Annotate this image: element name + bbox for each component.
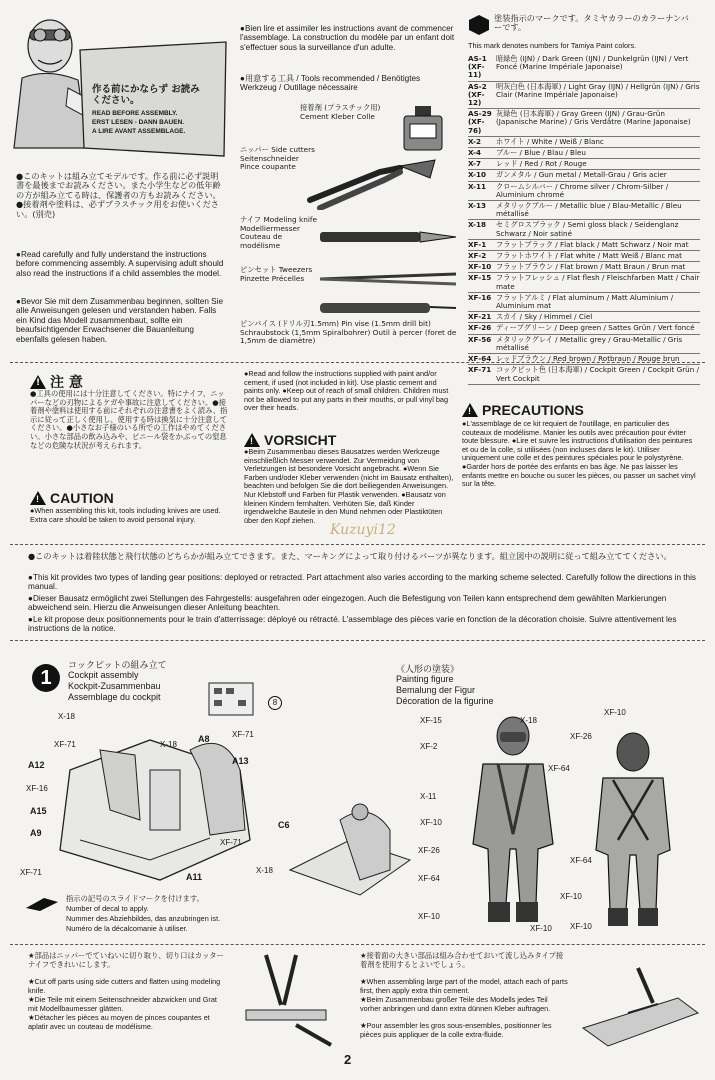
paint-code: X-7 <box>468 159 481 169</box>
part-label: A8 <box>198 734 210 744</box>
caution-en-text: ●When assembling this kit, tools including knives are used. Extra care should be taken to avoid personal injury. <box>30 506 221 524</box>
landing-note-jp: ●このキットは着陸状態と飛行状態のどちらかが組み立てできます。また、マーキングによって取り付けるパーツが異なります。組立図中の説明に従って組み立ててください。 <box>28 551 672 561</box>
tip-left-fr: ★Détacher les pièces au moyen de pinces coupantes et aplatir avec un couteau de modélisme. <box>28 1013 210 1031</box>
paint-name: セミグロスブラック / Semi gloss black / Seidenglanz Schwarz / Noir satiné <box>496 220 679 238</box>
paint-name: 灰緑色 (日本海軍) / Gray Green (IJN) / Grau-Grün (Japanische Marine) / Gris Verdâtre (Marine Japonaise) <box>496 109 691 127</box>
paint-code: XF-26 <box>468 323 492 333</box>
paint-code: X-13 <box>468 201 486 211</box>
step1-title-fr: Assemblage du cockpit <box>68 692 161 702</box>
paint-name: ブルー / Blue / Blau / Bleu <box>496 148 586 158</box>
paint-label: XF-26 <box>570 732 592 741</box>
paint-name: スカイ / Sky / Himmel / Ciel <box>496 312 593 322</box>
part-label: A11 <box>186 872 203 882</box>
paint-chart <box>468 54 700 385</box>
painting-figure-de: Bemalung der Figur <box>396 685 476 695</box>
intro-en-text: ●Read carefully and fully understand the instructions before commencing assembly. A supervising adult should also read the instructions if a child assembles the model. <box>16 250 224 278</box>
paint-code: AS-29 (XF-76) <box>468 109 492 135</box>
warning-icon <box>30 491 46 505</box>
paint-row <box>468 182 700 201</box>
tool-nippers-label: ニッパー Side cutters Seitenschneider Pince coupante <box>240 145 315 172</box>
decal-note-fr: Numéro de la décalcomanie à utiliser. <box>66 924 188 933</box>
caution-fr-text: ●L'assemblage de ce kit requiert de l'outillage, en particulier des couteaux de modélisme. Manier les outils avec précaution pour éviter toute blessure. ●Lire et suivre les instructions d'utilisation des peintures et ou de la colle, si utilisées (non incluses dans le kit). Utiliser uniquement une colle et des peintures spéciales pour le polystyrène. ●Garder hors de portée des enfants en bas âge. Ne pas laisser les enfants mettre en bouche ou sucer les pièces, ou passer un sachet vinyl sur la tête. <box>462 419 696 489</box>
step-number-badge: 1 <box>32 664 60 692</box>
paint-row <box>468 170 700 181</box>
paint-label: XF-10 <box>420 818 442 827</box>
paint-row <box>468 54 700 82</box>
painting-figure-jp: 《人形の塗装》 <box>396 665 460 675</box>
tool-tweezers-label: ピンセット Tweezers Pinzette Précelles <box>240 265 313 283</box>
landing-note-fr: ●Le kit propose deux positionnements pour le train d'atterrissage: déployé ou rétracté. L'assemblage des pièces varie en fonction de la décoration choisie. Suivre attentivement les instructions de la notice. <box>28 615 677 634</box>
paint-code: AS-1 (XF-11) <box>468 54 487 80</box>
paint-label: XF-71 <box>232 730 254 739</box>
paint-code: XF-1 <box>468 239 487 249</box>
paint-code: XF-64 <box>468 354 492 364</box>
paint-name: クロームシルバー / Chrome silver / Chrom-Silber / Aluminium chromé <box>496 181 669 199</box>
paint-row <box>468 220 700 239</box>
paint-name: フラットアルミ / Flat aluminum / Matt Aluminium / Aluminium mat <box>496 292 674 311</box>
paint-row <box>468 201 700 220</box>
paint-label: X-11 <box>420 792 437 801</box>
paint-name: ガンメタル / Gun metal / Metall-Grau / Gris acier <box>496 170 667 180</box>
paint-name: フラットブラウン / Flat brown / Matt Braun / Brun mat <box>496 262 686 272</box>
paint-label: XF-71 <box>54 740 76 749</box>
paint-name: ディープグリーン / Deep green / Sattes Grün / Vert foncé <box>496 323 695 333</box>
paint-header-jp: 塗装指示のマークです。タミヤカラーのカラーナンバーです。 <box>494 13 689 33</box>
paint-header-en: This mark denotes numbers for Tamiya Paint colors. <box>468 41 637 50</box>
paint-name: フラットフレッシュ / Flat flesh / Fleischfarben Matt / Chair mate <box>496 273 700 291</box>
tip-right-en: ★When assembling large part of the model, attach each of parts first, then apply extra thin cement. <box>360 977 568 995</box>
badge-de: ERST LESEN - DANN BAUEN. <box>92 119 185 126</box>
decal-note-jp: 指示の記号のスライドマークを付けます。 <box>66 894 204 903</box>
part-label: C6 <box>278 820 290 830</box>
tip-left-en: ★Cut off parts using side cutters and flatten using modeling knife. <box>28 977 221 995</box>
part-label: A13 <box>232 756 249 766</box>
caution-jp-title: !注 意 <box>30 372 83 392</box>
tip-right-de: ★Beim Zusammenbau großer Teile des Modells jedes Teil vorher anbringen und dann extra dünnen Kleber auftragen. <box>360 995 551 1013</box>
tool-knife-label: ナイフ Modeling knife Modelliermesser Couteau de modélisme <box>240 215 317 250</box>
cement-bottle-icon <box>398 104 448 152</box>
caution-de-title: !VORSICHT <box>244 432 336 448</box>
part-label: A15 <box>30 806 47 816</box>
caution-fr-title: !PRECAUTIONS <box>462 402 584 418</box>
painting-figure-fr: Décoration de la figurine <box>396 696 494 706</box>
cement-tip-illustration <box>578 958 702 1048</box>
paint-row <box>468 251 700 262</box>
step1-title-de: Kockpit-Zusammenbau <box>68 681 161 691</box>
warning-icon <box>30 375 46 389</box>
pin-vise-icon <box>318 298 458 318</box>
paint-name: フラットブラック / Flat black / Matt Schwarz / Noir mat <box>496 239 689 249</box>
paint-label: XF-26 <box>418 846 440 855</box>
paint-label: X-18 <box>256 866 273 875</box>
intro-de-text: ●Bevor Sie mit dem Zusammenbau beginnen, sollten Sie alle Anweisungen gelesen und verstanden haben. Falls ein Kind das Modell zusammenbaut, sollte ein beaufsichtigender Erwachsener die Bauanleitung ebenfalls gelesen haben. <box>16 297 224 344</box>
caution-en-title: !CAUTION <box>30 490 114 506</box>
paint-name: 明灰白色 (日本海軍) / Light Gray (IJN) / Hellgrün (IJN) / Gris Clair (Marine Impériale Japonaise) <box>496 81 700 99</box>
tools-title: ●用意する工具 / Tools recommended / Benötigtes Werkzeug / Outillage nécessaire <box>240 74 421 93</box>
paint-label: XF-10 <box>604 708 626 717</box>
modeling-knife-icon <box>318 226 458 248</box>
paint-row <box>468 159 700 170</box>
tool-cement-label: 接着剤 (プラスチック用) Cement Kleber Colle <box>300 103 381 121</box>
paint-name: メタリックグレイ / Metallic grey / Grau-Metallic / Gris métallisé <box>496 334 683 352</box>
tweezers-icon <box>318 270 458 288</box>
decal-note-en: Number of decal to apply. <box>66 904 149 913</box>
paint-code: XF-56 <box>468 334 492 344</box>
paint-row <box>468 240 700 251</box>
page-number: 2 <box>344 1052 352 1067</box>
paint-label: XF-10 <box>530 924 552 933</box>
paint-code: AS-2 (XF-12) <box>468 81 487 108</box>
paint-label: XF-15 <box>420 716 442 725</box>
warning-icon <box>462 403 478 417</box>
part-label: A9 <box>30 828 42 838</box>
cutting-tip-illustration <box>236 950 336 1050</box>
paint-code: XF-21 <box>468 312 492 322</box>
decal-number-badge: 8 <box>268 696 282 710</box>
tip-right-jp: ★接着面の大きい部品は組み合わせておいて流し込みタイプ接着剤を使用するとよいでしょう。 <box>360 951 564 969</box>
paint-label: XF-71 <box>220 838 242 847</box>
paint-row <box>468 293 700 312</box>
caution-en-text2: ●Read and follow the instructions supplied with paint and/or cement, if used (not included in kit). Use plastic cement and paints only. ●Keep out of reach of small children. Children must not be allowed to put any parts in their mouths, or pull vinyl bag over their heads. <box>244 369 449 413</box>
side-cutters-icon <box>300 150 450 210</box>
intro-jp-text: ●このキットは組み立てモデルです。作る前に必ず説明書を最後までお読みください。また小学生などの低年齢の方が組み立てる時は、保護者の方もお読みください。●接着剤や塗料は、必ずプラスチック用をお使いください。(別売) <box>16 171 221 219</box>
paint-name: コックピット色 (日本海軍) / Cockpit Green / Cockpit Grün / Vert Cockpit <box>496 365 699 383</box>
paint-row <box>468 109 700 137</box>
decal-slide-icon <box>24 894 60 912</box>
paint-label: XF-64 <box>418 874 440 883</box>
paint-row <box>468 365 700 384</box>
warning-icon <box>244 433 260 447</box>
paint-code: X-2 <box>468 136 481 146</box>
tool-pinvise-label: ピンバイス (ドリル刃1.5mm) Pin vise (1.5mm drill bit) Schraubstock (1,5mm Spiralbohrer) Outil à percer (foret de 1,5mm de diamètre) <box>240 319 457 346</box>
paint-row <box>468 273 700 292</box>
paint-name: レッド / Red / Rot / Rouge <box>496 159 587 169</box>
intro-fr-text: ●Bien lire et assimiler les instructions avant de commencer l'assemblage. La construction du modèle par un enfant doit s'effectuer sous la surveillance d'un adulte. <box>240 24 455 52</box>
tip-left-de: ★Die Teile mit einem Seitenschneider abzwicken und Grat mit Modellbaumesser glätten. <box>28 995 217 1013</box>
paint-label: X-18 <box>58 712 75 721</box>
paint-name: ホワイト / White / Weiß / Blanc <box>496 136 604 146</box>
badge-en: READ BEFORE ASSEMBLY. <box>92 110 178 117</box>
paint-row <box>468 82 700 110</box>
paint-name: 暗緑色 (IJN) / Dark Green (IJN) / Dunkelgrün (IJN) / Vert Foncé (Marine Impériale Japonaise) <box>496 54 689 72</box>
landing-note-en: ●This kit provides two types of landing gear positions: deployed or retracted. Part attachment also varies according to the marking scheme selected. Carefully follow the directions in this manual. <box>28 573 697 592</box>
paint-label: XF-10 <box>570 922 592 931</box>
caution-jp-text: ●工具の使用には十分注意してください。特にナイフ、ニッパーなどの刃物によるケガや事故に注意してください。●接着剤や塗料は使用する前にそれぞれの注意書をよく読み、指示に従って正しく使用し、使用する時は換気に十分注意してください。●小さなお子様のいる所での工作はやめてください。小さな部品の飲み込みや、ビニール袋をかぶっての窒息などの危険な状況が考えられます。 <box>30 389 228 450</box>
pilot-figure-front <box>458 714 568 929</box>
paint-row <box>468 312 700 323</box>
painting-figure-en: Painting figure <box>396 674 454 684</box>
paint-mark-icon <box>468 14 490 36</box>
paint-label: X-18 <box>520 716 537 725</box>
paint-row <box>468 323 700 334</box>
paint-code: XF-71 <box>468 365 492 375</box>
paint-code: XF-16 <box>468 292 492 302</box>
pilot-seat-drawing <box>280 790 420 900</box>
pilot-figure-back <box>588 730 678 930</box>
paint-row <box>468 148 700 159</box>
tip-left-jp: ★部品はニッパーでていねいに切り取り、切り口はカッターナイフできれいにします。 <box>28 951 224 969</box>
watermark: Kuzuyi12 <box>330 522 396 538</box>
paint-label: X-18 <box>160 740 177 749</box>
paint-name: レッドブラウン / Red brown / Rotbraun / Rouge brun <box>496 354 680 364</box>
paint-name: メタリックブルー / Metallic blue / Blau-Metallic / Bleu métallisé <box>496 201 682 219</box>
paint-code: XF-2 <box>468 251 487 261</box>
paint-code: X-4 <box>468 148 481 158</box>
paint-row <box>468 137 700 148</box>
paint-code: X-10 <box>468 170 486 180</box>
caution-de-text: ●Beim Zusammenbau dieses Bausatzes werden Werkzeuge einschließlich Messer verwendet. Zur Vermeidung von Verletzungen ist besondere Vorsicht angebracht. ●Wenn Sie Farben und/oder Kleber verwenden (nicht im Bausatz enthalten), beachten und befolgen Sie die dort beiliegenden Anweisungen. Nur Klebstoff und Farben für Plastik verwenden. ●Bausatz von kleinen Kindern fernhalten. Verhüten Sie, daß Kinder irgendwelche Bauteile in den Mund nehmen oder Plastiktüten über den Kopf ziehen. <box>244 447 454 525</box>
paint-label: XF-71 <box>20 868 42 877</box>
tip-right-fr: ★Pour assembler les gros sous-ensembles, positionner les pièces puis appliquer de la colle extra-fluide. <box>360 1021 552 1039</box>
paint-row <box>468 354 700 365</box>
badge-jp: 作る前にかならず お読みください。 <box>92 84 200 106</box>
paint-row <box>468 262 700 273</box>
step1-title-en: Cockpit assembly <box>68 670 139 680</box>
paint-row <box>468 335 700 354</box>
paint-name: フラットホワイト / Flat white / Matt Weiß / Blanc mat <box>496 251 682 261</box>
paint-code: X-11 <box>468 181 486 191</box>
paint-code: XF-15 <box>468 273 492 283</box>
badge-fr: A LIRE AVANT ASSEMBLAGE. <box>92 128 186 135</box>
landing-note-de: ●Dieser Bausatz ermöglicht zwei Stellungen des Fahrgestells: ausgefahren oder eingezogen. Auch die Befestigung von Teilen kann entsprechend dem gewählten Markierungen abweichend sein. Hierzu die Anweisungen dieser Anleitung beachten. <box>28 594 667 613</box>
paint-label: XF-64 <box>570 856 592 865</box>
paint-code: XF-10 <box>468 262 492 272</box>
decal-note-de: Nummer des Abziehbildes, das anzubringen ist. <box>66 914 221 923</box>
paint-label: XF-2 <box>420 742 438 751</box>
paint-label: XF-10 <box>560 892 582 901</box>
paint-code: X-18 <box>468 220 486 230</box>
paint-label: XF-10 <box>418 912 440 921</box>
step1-title-jp: コックピットの組み立て <box>68 661 167 671</box>
paint-label: XF-16 <box>26 784 48 793</box>
part-label: A12 <box>28 760 45 770</box>
paint-label: XF-64 <box>548 764 570 773</box>
